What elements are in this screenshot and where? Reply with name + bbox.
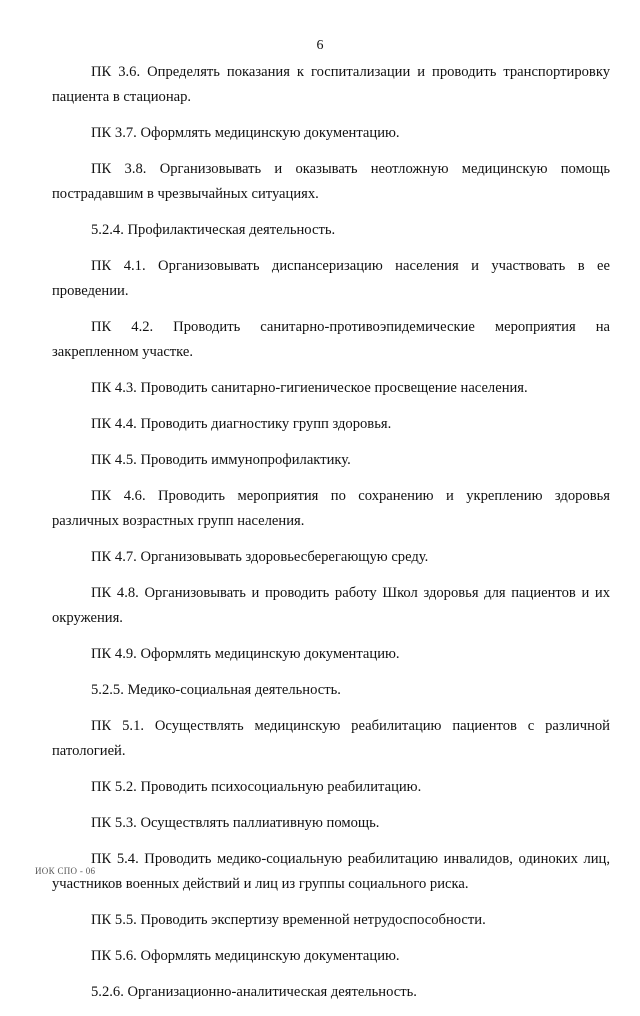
paragraph-pk-5-3: ПК 5.3. Осуществлять паллиативную помощь. [91, 815, 380, 831]
footer-code: ИОК СПО - 06 [35, 866, 96, 876]
paragraph-pk-3-7: ПК 3.7. Оформлять медицинскую документацию. [91, 125, 400, 141]
paragraph-pk-4-9: ПК 4.9. Оформлять медицинскую документацию. [91, 646, 400, 662]
paragraph-pk-4-8: ПК 4.8. Организовывать и проводить работу Школ здоровья для пациентов и их окружения. [52, 585, 610, 626]
section-heading-5-2-4: 5.2.4. Профилактическая деятельность. [91, 222, 336, 238]
paragraph-pk-4-7: ПК 4.7. Организовывать здоровьесберегающую среду. [91, 549, 429, 565]
paragraph-pk-5-4: ПК 5.4. Проводить медико-социальную реабилитацию инвалидов, одиноких лиц, участников военных действий и лиц из группы социального риска. [52, 851, 610, 892]
paragraph-pk-5-1: ПК 5.1. Осуществлять медицинскую реабилитацию пациентов с различной патологией. [52, 718, 610, 759]
paragraph-pk-4-4: ПК 4.4. Проводить диагностику групп здоровья. [91, 416, 392, 432]
paragraph-pk-4-2: ПК 4.2. Проводить санитарно-противоэпидемические мероприятия на закрепленном участке. [52, 319, 610, 360]
paragraph-pk-5-2: ПК 5.2. Проводить психосоциальную реабилитацию. [91, 779, 422, 795]
paragraph-pk-4-6: ПК 4.6. Проводить мероприятия по сохранению и укреплению здоровья различных возрастных групп населения. [52, 488, 610, 529]
section-heading-5-2-5: 5.2.5. Медико-социальная деятельность. [91, 682, 341, 698]
document-body [52, 60, 610, 1016]
paragraph-pk-4-5: ПК 4.5. Проводить иммунопрофилактику. [91, 452, 351, 468]
paragraph-pk-5-5: ПК 5.5. Проводить экспертизу временной нетрудоспособности. [91, 912, 486, 928]
paragraph-pk-3-8: ПК 3.8. Организовывать и оказывать неотложную медицинскую помощь пострадавшим в чрезвычайных ситуациях. [52, 161, 610, 202]
paragraph-pk-5-6: ПК 5.6. Оформлять медицинскую документацию. [91, 948, 400, 964]
page-number: 6 [316, 38, 324, 53]
paragraph-pk-4-1: ПК 4.1. Организовывать диспансеризацию населения и участвовать в ее проведении. [52, 258, 610, 299]
paragraph-pk-3-6: ПК 3.6. Определять показания к госпитализации и проводить транспортировку пациента в стационар. [52, 64, 610, 105]
section-heading-5-2-6: 5.2.6. Организационно-аналитическая деятельность. [91, 984, 417, 1000]
paragraph-pk-4-3: ПК 4.3. Проводить санитарно-гигиеническое просвещение населения. [91, 380, 528, 396]
